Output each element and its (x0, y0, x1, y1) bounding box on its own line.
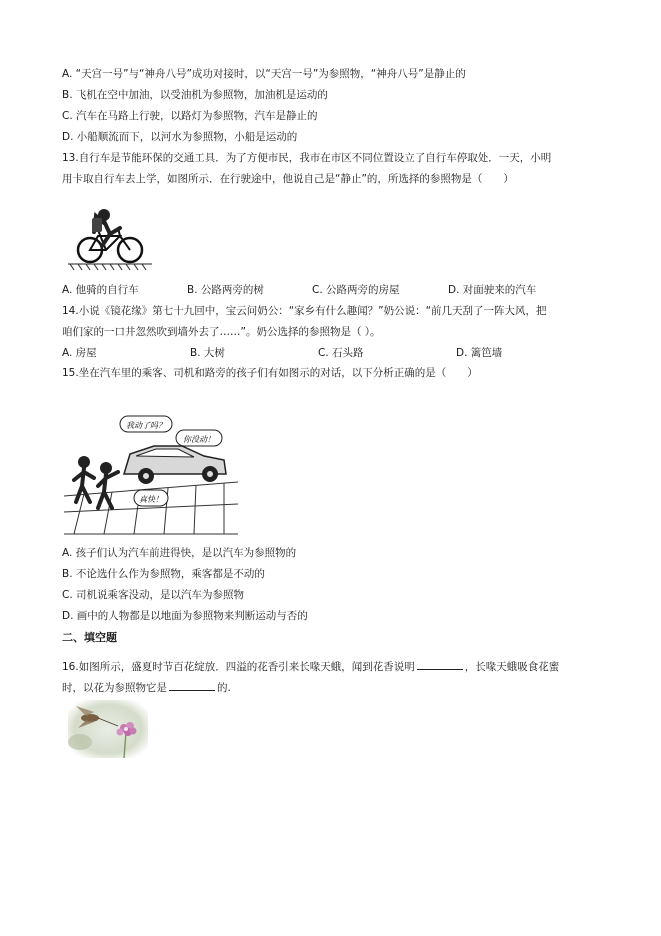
q14-option-d: D. 篱笆墙 (456, 347, 503, 359)
q16-stem-line2 (62, 680, 231, 695)
q16-blank-1[interactable] (417, 659, 463, 670)
q13-option-a: A. 他骑的自行车 (62, 284, 139, 296)
children-speech-bubble: 真快！ (139, 495, 163, 504)
q16-line1-part1: 16.如图所示，盛夏时节百花绽放．四溢的花香引来长喙天蛾，闻到花香说明 (62, 661, 415, 673)
q15-option-b: B. 不论选什么作为参照物，乘客都是不动的 (62, 568, 265, 580)
q15-option-d: D. 画中的人物都是以地面为参照物来判断运动与否的 (62, 610, 308, 622)
q13-stem-line1: 13.自行车是节能环保的交通工具．为了方便市民，我市在市区不同位置设立了自行车停取处．一天，小明 (62, 152, 552, 164)
hawkmoth-flower-photo (68, 700, 148, 758)
q14-option-c: C. 石头路 (318, 347, 364, 359)
q16-stem-line1 (62, 659, 559, 674)
q15-option-c: C. 司机说乘客没动，是以汽车为参照物 (62, 589, 245, 601)
q13-option-c: C. 公路两旁的房屋 (312, 284, 400, 296)
q14-stem-line2: 咱们家的一口井忽然吹到墙外去了……”。奶公选择的参照物是（ ）。 (62, 326, 381, 338)
q16-blank-2[interactable] (169, 680, 215, 691)
q15-stem: 15.坐在汽车里的乘客、司机和路旁的孩子们有如图示的对话，以下分析正确的是（ ） (62, 367, 478, 379)
q16-line2-part1: 时，以花为参照物它是 (62, 682, 167, 694)
q16-line2-part2: 的. (217, 682, 231, 694)
q14-option-b: B. 大树 (190, 347, 225, 359)
q13-option-d: D. 对面驶来的汽车 (448, 284, 537, 296)
q13-stem-line2: 用卡取自行车去上学，如图所示．在行驶途中，他说自己是“静止”的，所选择的参照物是（ ） (62, 173, 514, 185)
q12-option-c: C. 汽车在马路上行驶，以路灯为参照物，汽车是静止的 (62, 110, 318, 122)
q12-option-d: D. 小船顺流而下，以河水为参照物，小船是运动的 (62, 131, 298, 143)
q14-stem-line1: 14.小说《镜花缘》第七十九回中，宝云问奶公：“家乡有什么趣闻？”奶公说：“前几天刮了一阵大风，把 (62, 305, 547, 317)
q13-option-b: B. 公路两旁的树 (187, 284, 264, 296)
q16-line1-part2: ，长喙天蛾吸食花蜜 (464, 661, 560, 673)
passenger-speech-bubble: 我动了吗？ (126, 421, 166, 430)
q14-option-a: A. 房屋 (62, 347, 97, 359)
q12-option-a: A. “天宫一号”与“神舟八号”成功对接时，以“天宫一号”为参照物，“神舟八号”是静止的 (62, 68, 466, 80)
car-and-children-illustration (64, 412, 238, 536)
cyclist-illustration (68, 206, 152, 272)
section-title-fill-in: 二、填空题 (62, 631, 117, 644)
q12-option-b: B. 飞机在空中加油，以受油机为参照物，加油机是运动的 (62, 89, 328, 101)
q15-option-a: A. 孩子们认为汽车前进得快，是以汽车为参照物的 (62, 547, 297, 559)
driver-speech-bubble: 你没动！ (183, 435, 215, 444)
